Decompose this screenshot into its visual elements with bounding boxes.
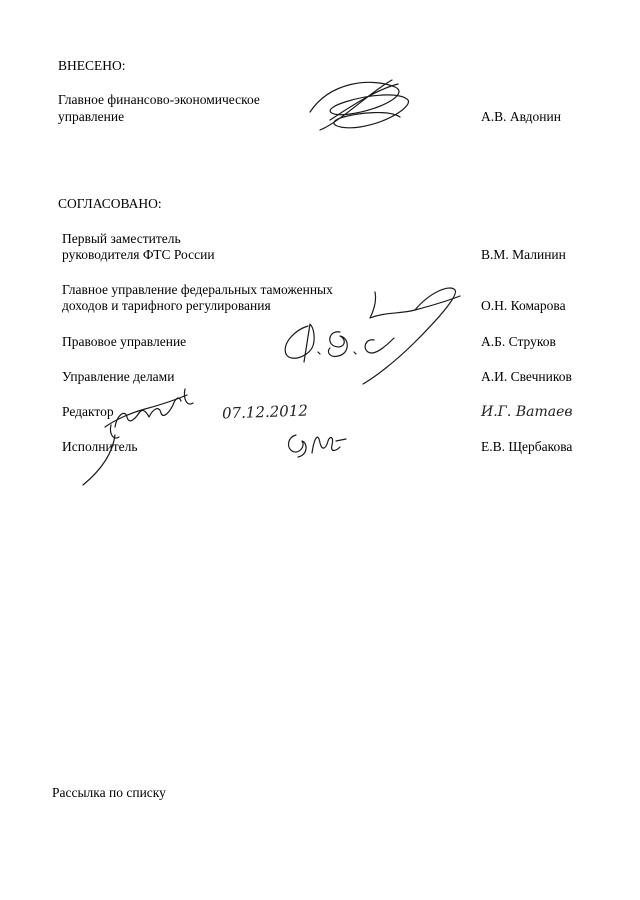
row-6-person: Е.В. Щербакова bbox=[481, 439, 573, 454]
signature-scherbakova bbox=[282, 425, 352, 460]
vneseno-person: А.В. Авдонин bbox=[481, 109, 561, 124]
row-3-line1: Правовое управление bbox=[62, 334, 187, 349]
signature-editor bbox=[75, 385, 205, 490]
row-1-line2: руководителя ФТС России bbox=[62, 247, 215, 262]
handwritten-editor-name: И.Г. Ватаев bbox=[481, 404, 573, 420]
row-3-person: А.Б. Струков bbox=[481, 334, 556, 349]
signature-avdonin bbox=[300, 72, 420, 137]
handwritten-date: 07.12.2012 bbox=[221, 401, 309, 423]
row-5-line1: Редактор bbox=[62, 404, 114, 419]
row-2-person: О.Н. Комарова bbox=[481, 298, 566, 313]
vneseno-department-line1: Главное финансово-экономическое bbox=[58, 92, 260, 107]
row-1-person: В.М. Малинин bbox=[481, 247, 566, 262]
vneseno-department-line2: управление bbox=[58, 109, 125, 124]
row-4-line1: Управление делами bbox=[62, 369, 175, 384]
row-2-line2: доходов и тарифного регулирования bbox=[62, 298, 271, 313]
signature-strukov bbox=[270, 318, 400, 368]
row-1-line1: Первый заместитель bbox=[62, 231, 181, 246]
soglasovano-heading: СОГЛАСОВАНО: bbox=[58, 196, 162, 211]
row-6-line1: Исполнитель bbox=[62, 439, 138, 454]
row-2-line1: Главное управление федеральных таможенных bbox=[62, 282, 333, 297]
row-4-person: А.И. Свечников bbox=[481, 369, 572, 384]
distribution-note: Рассылка по списку bbox=[52, 785, 166, 800]
vneseno-heading: ВНЕСЕНО: bbox=[58, 58, 126, 73]
